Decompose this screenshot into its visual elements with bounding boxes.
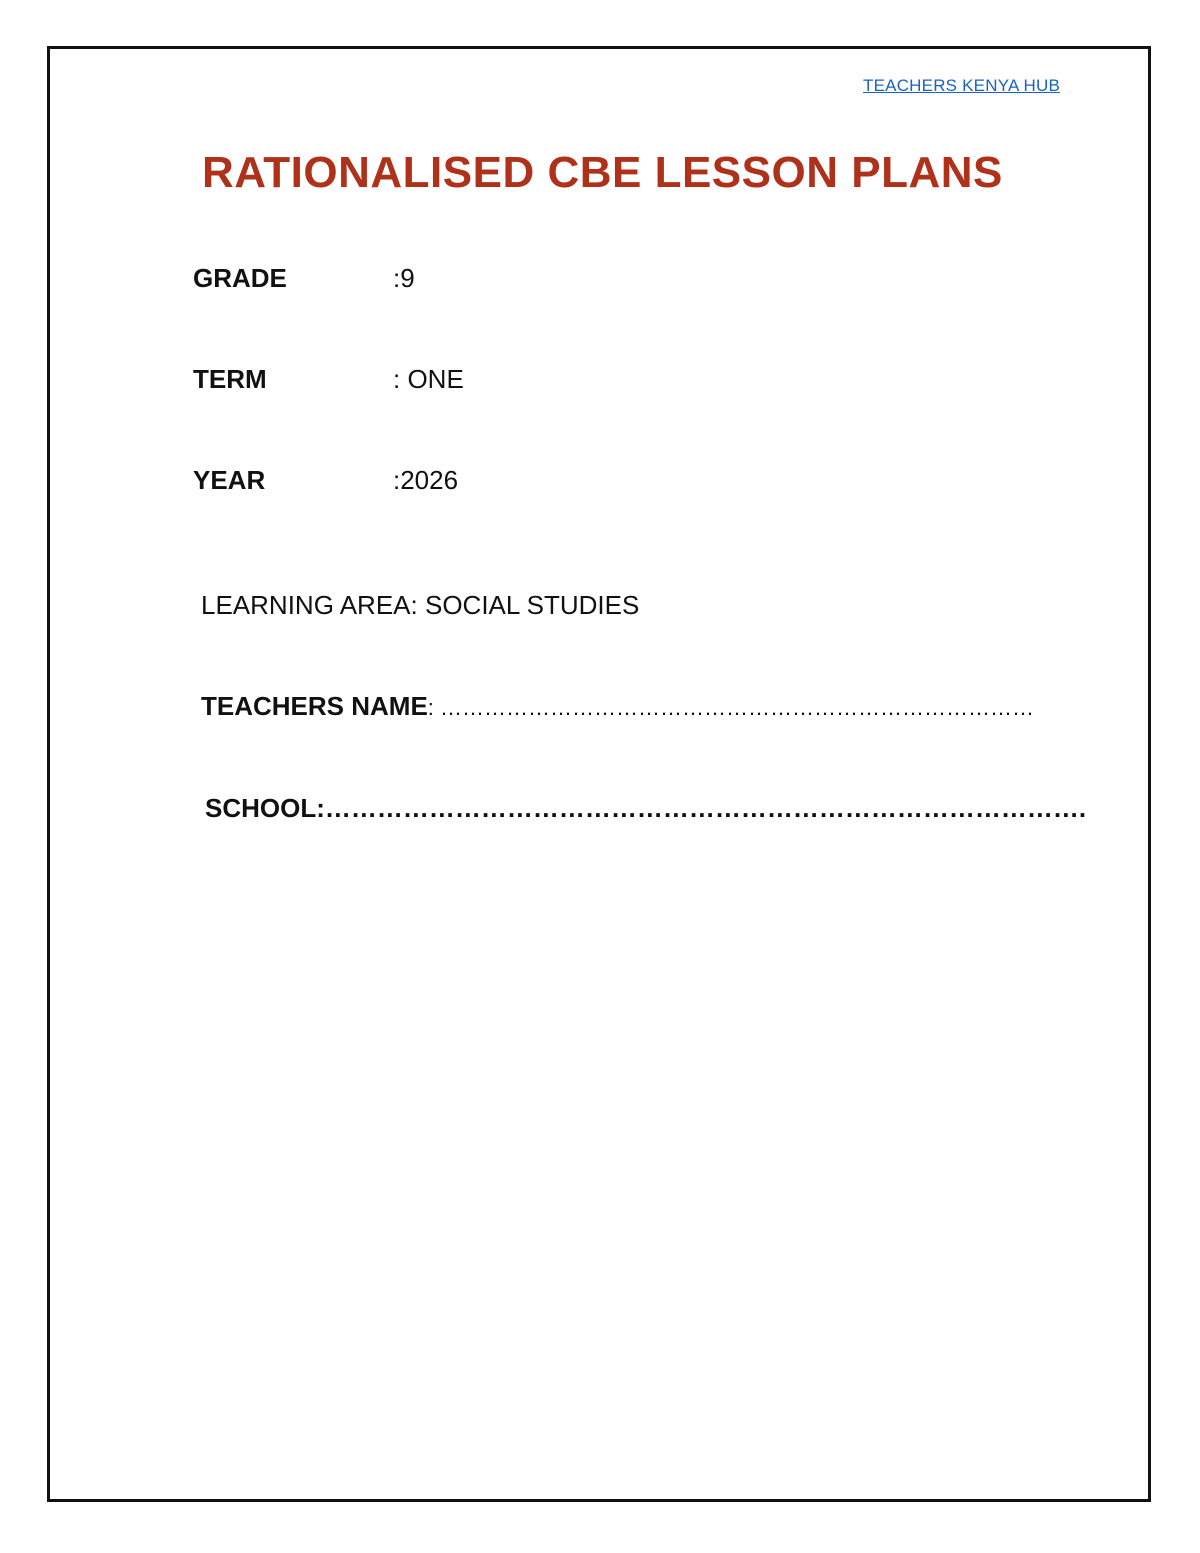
learning-area-row <box>201 589 639 621</box>
header-link[interactable]: TEACHERS KENYA HUB <box>863 76 1060 95</box>
school-row <box>205 792 1086 824</box>
grade-value: :9 <box>393 263 415 293</box>
learning-area-separator: : <box>410 590 418 620</box>
year-value: :2026 <box>393 465 459 495</box>
grade-row <box>193 262 415 294</box>
term-row <box>193 363 464 395</box>
document-title: RATIONALISED CBE LESSON PLANS <box>202 148 1003 197</box>
term-value: : ONE <box>393 364 464 394</box>
learning-area-label: LEARNING AREA <box>201 590 411 620</box>
teachers-name-field[interactable]: : ……………………………………………………………………… <box>427 695 1035 720</box>
teachers-name-label: TEACHERS NAME <box>201 691 428 721</box>
school-label: SCHOOL: <box>205 793 325 823</box>
year-row <box>193 464 458 496</box>
term-label: TERM <box>193 364 267 394</box>
year-label: YEAR <box>193 465 266 495</box>
school-field[interactable]: ……………………………………………………………………………. <box>324 793 1087 823</box>
grade-label: GRADE <box>193 263 287 293</box>
learning-area-value: SOCIAL STUDIES <box>417 590 640 620</box>
teachers-name-row <box>201 690 1034 724</box>
